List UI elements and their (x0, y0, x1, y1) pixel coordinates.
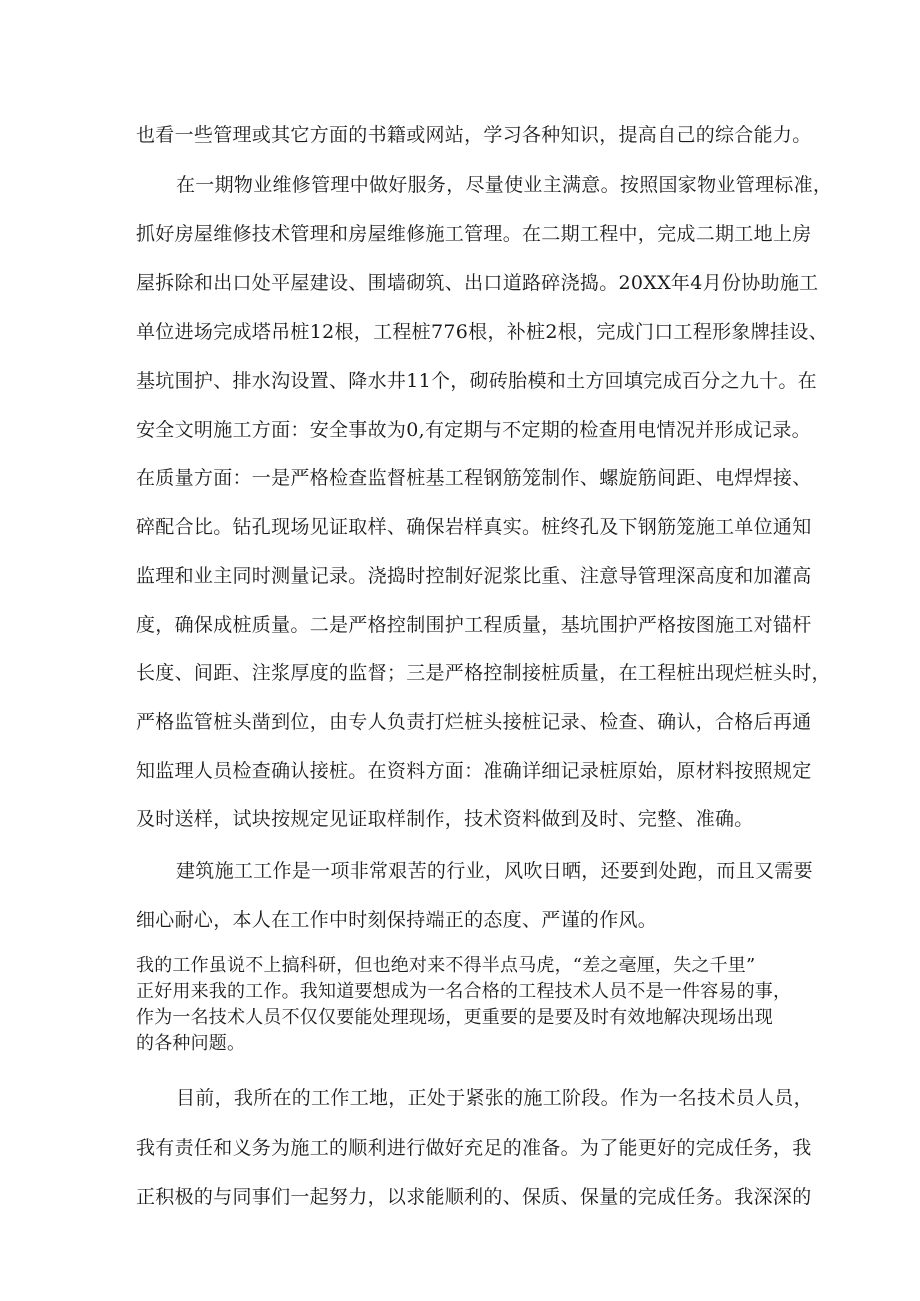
text-line: 知监理人员检查确认接桩。在资料方面：准确详细记录桩原始，原材料按照规定 (136, 760, 812, 782)
paragraph-start-line: 建筑施工工作是一项非常艰苦的行业，风吹日晒，还要到处跑，而且又需要 (176, 860, 813, 882)
text-line: 正积极的与同事们一起努力，以求能顺利的、保质、保量的完成任务。我深深的 (136, 1186, 812, 1208)
paragraph-start-line: 在一期物业维修管理中做好服务，尽量使业主满意。按照国家物业管理标准， (176, 174, 833, 196)
text-line: 作为一名技术人员不仅仅要能处理现场，更重要的是要及时有效地解决现场出现 (136, 1007, 773, 1028)
text-line: 抓好房屋维修技术管理和房屋维修施工管理。在二期工程中，完成二期工地上房 (136, 223, 812, 245)
text-line: 及时送样，试块按规定见证取样制作，技术资料做到及时、完整、准确。 (136, 808, 754, 830)
text-line: 也看一些管理或其它方面的书籍或网站，学习各种知识，提高自己的综合能力。 (136, 124, 812, 146)
text-line: 我的工作虽说不上搞科研，但也绝对来不得半点马虎，“差之毫厘，失之千里” (136, 955, 756, 976)
text-line: 长度、间距、注浆厚度的监督；三是严格控制接桩质量，在工程桩出现烂桩头时， (136, 662, 831, 684)
text-line: 单位进场完成塔吊桩12根，工程桩776根，补桩2根，完成门口工程形象牌挂设、 (136, 321, 828, 343)
paragraph-start-line: 目前，我所在的工作工地，正处于紧张的施工阶段。作为一名技术员人员， (176, 1087, 813, 1109)
text-line: 安全文明施工方面：安全事故为0,有定期与不定期的检查用电情况并形成记录。 (136, 419, 811, 441)
text-line: 监理和业主同时测量记录。浇捣时控制好泥浆比重、注意导管理深高度和加灌高 (136, 565, 812, 587)
text-line: 我有责任和义务为施工的顺利进行做好充足的准备。为了能更好的完成任务，我 (136, 1137, 812, 1159)
text-line: 细心耐心，本人在工作中时刻保持端正的态度、严谨的作风。 (136, 909, 658, 931)
text-line: 的各种问题。 (136, 1033, 246, 1054)
text-line: 基坑围护、排水沟设置、降水井11个，砌砖胎模和土方回填完成百分之九十。在 (136, 370, 817, 392)
text-line: 在质量方面：一是严格检查监督桩基工程钢筋笼制作、螺旋筋间距、电焊焊接、 (136, 467, 812, 489)
text-line: 度，确保成桩质量。二是严格控制围护工程质量，基坑围护严格按图施工对锚杆 (136, 614, 812, 636)
text-line: 严格监管桩头凿到位，由专人负责打烂桩头接桩记录、检查、确认，合格后再通 (136, 711, 812, 733)
text-line: 碎配合比。钻孔现场见证取样、确保岩样真实。桩终孔及下钢筋笼施工单位通知 (136, 516, 812, 538)
text-line: 正好用来我的工作。我知道要想成为一名合格的工程技术人员不是一件容易的事， (136, 981, 792, 1002)
text-line: 屋拆除和出口处平屋建设、围墙砌筑、出口道路碎浇捣。20XX年4月份协助施工 (136, 272, 819, 294)
